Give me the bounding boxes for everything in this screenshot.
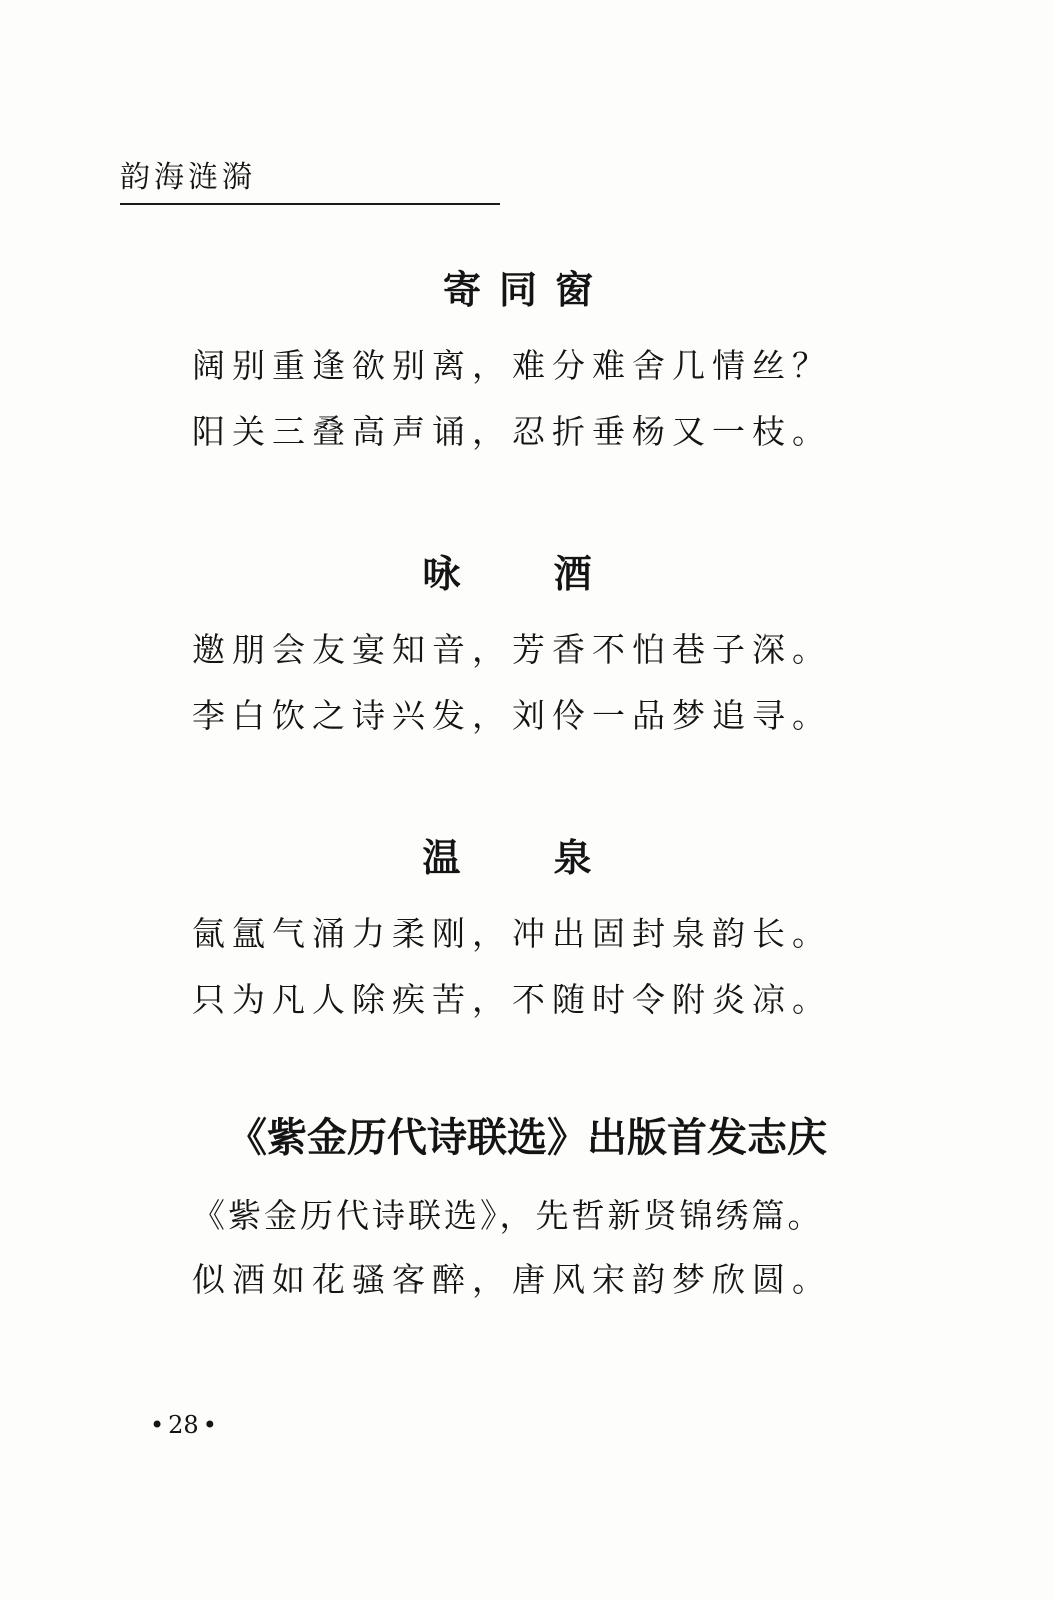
poem-title-1: 寄同窗: [442, 267, 611, 312]
running-header-title: 韵海涟漪: [120, 160, 256, 195]
poem-3-line-2: 只为凡人除疾苦，不随时令附炎凉。: [192, 980, 832, 1019]
poem-title-3: 温 泉: [422, 835, 632, 880]
poem-2-line-2: 李白饮之诗兴发，刘伶一品梦追寻。: [192, 696, 832, 735]
poem-4-line-1: 《紫金历代诗联选》，先哲新贤锦绣篇。: [192, 1196, 824, 1235]
poem-title-2: 咏 酒: [422, 551, 632, 596]
poem-title-4: 《紫金历代诗联选》出版首发志庆: [227, 1114, 827, 1161]
page-number: • 28 •: [150, 1410, 217, 1440]
poem-1-line-1: 阔别重逢欲别离，难分难舍几情丝？: [192, 346, 832, 385]
poem-3-line-1: 氤氲气涌力柔刚，冲出固封泉韵长。: [192, 914, 832, 953]
poem-2-line-1: 邀朋会友宴知音，芳香不怕巷子深。: [192, 630, 832, 669]
poem-4-line-2: 似酒如花骚客醉，唐风宋韵梦欣圆。: [192, 1260, 832, 1299]
poem-1-line-2: 阳关三叠高声诵，忍折垂杨又一枝。: [192, 412, 832, 451]
header-rule: [120, 203, 500, 205]
